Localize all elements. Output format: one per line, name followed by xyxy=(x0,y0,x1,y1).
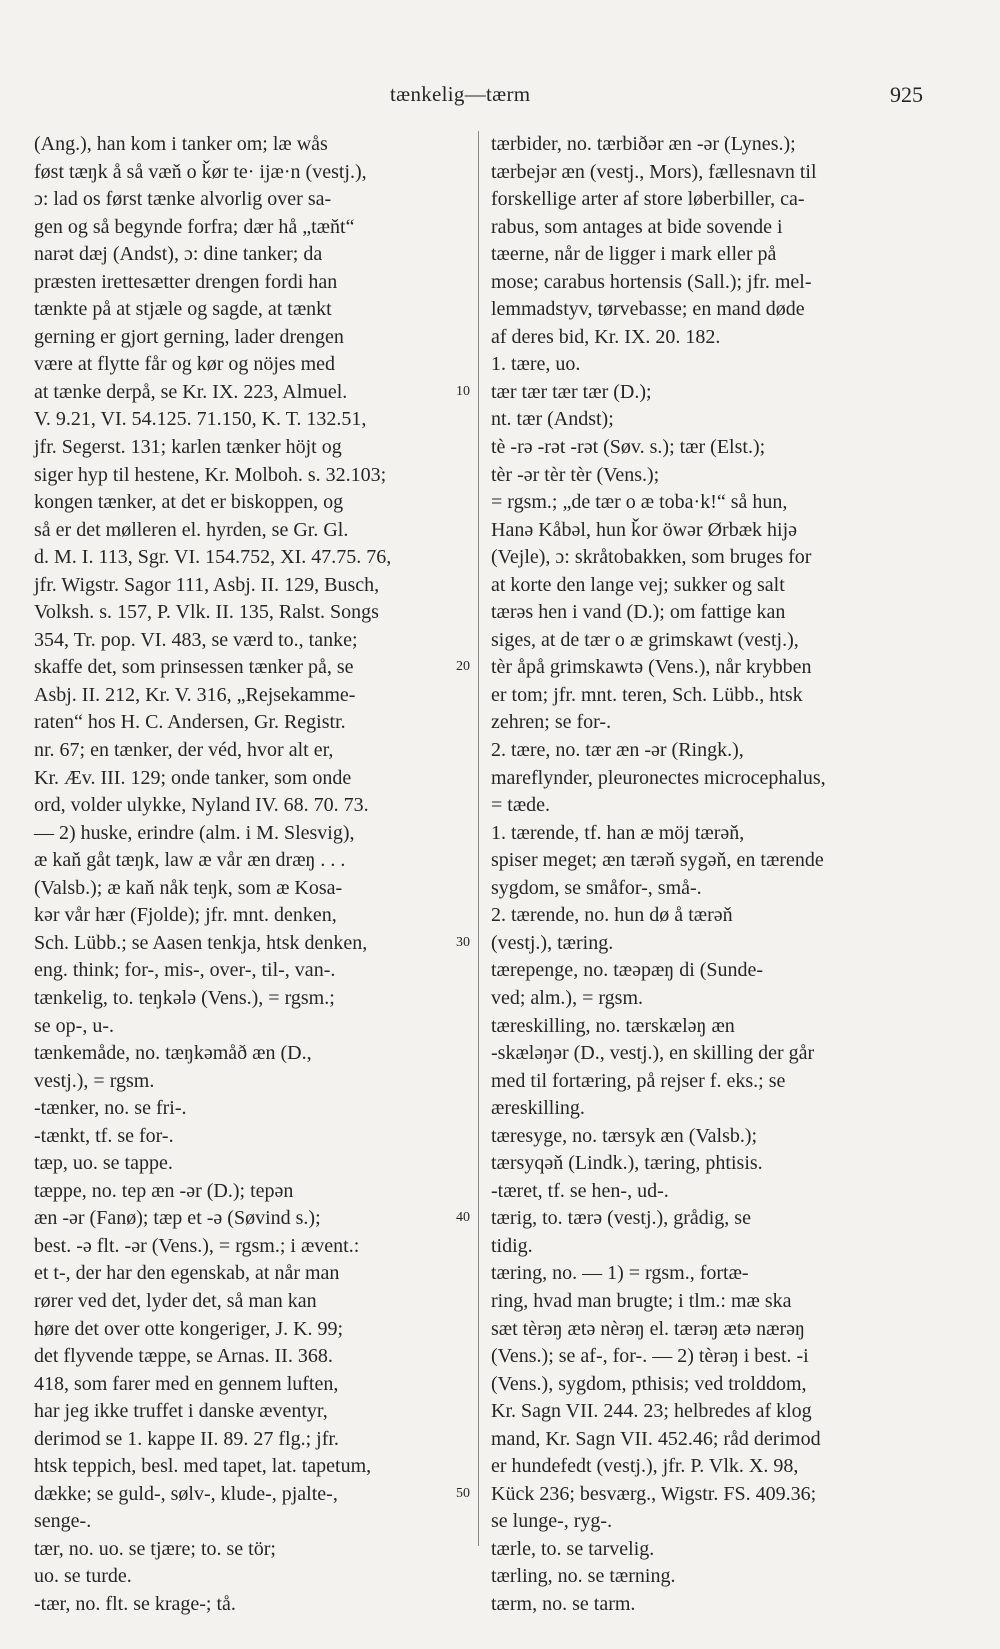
page-header xyxy=(0,82,1000,112)
text-line: (Ang.), han kom i tanker om; læ wås xyxy=(34,133,328,155)
text-line: jfr. Wigstr. Sagor 111, Asbj. II. 129, Busch, xyxy=(34,573,380,596)
text-line: 418, som farer med en gennem luften, xyxy=(34,1372,339,1395)
text-line: ved; alm.), = rgsm. xyxy=(491,986,644,1009)
text-line: = rgsm.; „de tær o æ toba·k!“ så hun, xyxy=(491,491,788,514)
text-line: tærbider, no. tærbiðər æn -ər (Lynes.); xyxy=(491,133,796,155)
text-line: -tæret, tf. se hen-, ud-. xyxy=(491,1179,669,1202)
text-line: ɔ: lad os først tænke alvorlig over sa- xyxy=(34,188,332,211)
text-line: -tær, no. flt. se krage-; tå. xyxy=(34,1592,236,1615)
text-line: (Vens.); se af-, for-. — 2) tèrəŋ i best. -i xyxy=(491,1345,809,1368)
text-line: æ kaň gåt tæŋk, law æ vår æn dræŋ . . . xyxy=(34,849,346,872)
text-line: zehren; se for-. xyxy=(491,711,612,734)
text-line: at korte den lange vej; sukker og salt xyxy=(491,573,785,596)
text-line: (Vejle), ɔ: skråtobakken, som bruges for xyxy=(491,546,812,569)
text-line: tæresyge, no. tærsyk æn (Valsb.); xyxy=(491,1124,758,1147)
text-line: -skæləŋər (D., vestj.), en skilling der går xyxy=(491,1042,815,1065)
text-line: tærle, to. se tarvelig. xyxy=(491,1537,655,1560)
text-line: kongen tænker, at det er biskoppen, og xyxy=(34,491,344,514)
text-line: mose; carabus hortensis (Sall.); jfr. mel- xyxy=(491,270,812,293)
text-line: Volksh. s. 157, P. Vlk. II. 135, Ralst. Songs xyxy=(34,601,379,624)
text-line: narət dæj (Andst), ɔ: dine tanker; da xyxy=(34,243,323,266)
text-line: tèr -ər tèr tèr (Vens.); xyxy=(491,463,660,486)
text-line: (Vens.), sygdom, pthisis; ved trolddom, xyxy=(491,1372,807,1395)
text-line: vestj.), = rgsm. xyxy=(34,1069,155,1092)
text-line: htsk teppich, besl. med tapet, lat. tapetum, xyxy=(34,1455,372,1478)
text-line: så er det mølleren el. hyrden, se Gr. Gl. xyxy=(34,518,349,541)
text-line: 1. tære, uo. xyxy=(491,353,581,376)
text-line: V. 9.21, VI. 54.125. 71.150, K. T. 132.51, xyxy=(34,408,367,431)
text-line: tèr åpå grimskawtə (Vens.), når krybben xyxy=(491,656,812,679)
text-line: tærling, no. se tærning. xyxy=(491,1565,676,1588)
text-line: at tænke derpå, se Kr. IX. 223, Almuel. xyxy=(34,380,348,403)
text-line: se lunge-, ryg-. xyxy=(491,1510,613,1533)
text-line: rører ved det, lyder det, så man kan xyxy=(34,1289,317,1312)
text-line: æreskilling. xyxy=(491,1097,585,1120)
text-line: jfr. Segerst. 131; karlen tænker höjt og xyxy=(34,436,342,459)
text-line: senge-. xyxy=(34,1510,92,1533)
text-line: tæppe, no. tep æn -ər (D.); tepən xyxy=(34,1179,294,1202)
right-column xyxy=(491,131,929,1619)
text-line: 1. tærende, tf. han æ möj tærəň, xyxy=(491,821,745,844)
text-line: — 2) huske, erindre (alm. i M. Slesvig), xyxy=(34,821,355,844)
text-line: gen og så begynde forfra; dær hå „tæňt“ xyxy=(34,215,355,238)
text-line: med til fortæring, på rejser f. eks.; se xyxy=(491,1069,786,1092)
text-line: Kück 236; besværg., Wigstr. FS. 409.36; xyxy=(491,1482,817,1505)
line-number: 20 xyxy=(456,659,470,675)
text-line: derimod se 1. kappe II. 89. 27 flg.; jfr. xyxy=(34,1427,339,1450)
text-line: d. M. I. 113, Sgr. VI. 154.752, XI. 47.75. 76, xyxy=(34,546,392,569)
text-line: af deres bid, Kr. IX. 20. 182. xyxy=(491,325,721,348)
text-line: tænkemåde, no. tæŋkəmåð æn (D., xyxy=(34,1042,312,1065)
text-line: 2. tære, no. tær æn -ər (Ringk.), xyxy=(491,739,744,762)
running-title: tænkelig—tærm xyxy=(390,82,531,106)
text-line: tærsyqəň (Lindk.), tæring, phtisis. xyxy=(491,1152,763,1175)
line-number: 30 xyxy=(456,934,470,950)
text-line: 2. tærende, no. hun dø å tærəň xyxy=(491,904,733,927)
text-line: siger hyp til hestene, Kr. Molboh. s. 32.103; xyxy=(34,463,387,486)
text-line: best. -ə flt. -ər (Vens.), = rgsm.; i ævent.: xyxy=(34,1234,360,1257)
text-line: -tænker, no. se fri-. xyxy=(34,1097,187,1120)
text-line: tærəs hen i vand (D.); om fattige kan xyxy=(491,601,786,624)
text-line: (Valsb.); æ kaň nåk teŋk, som æ Kosa- xyxy=(34,876,343,899)
text-line: -tænkt, tf. se for-. xyxy=(34,1124,174,1147)
text-line: 354, Tr. pop. VI. 483, se værd to., tanke; xyxy=(34,628,358,651)
text-line: mand, Kr. Sagn VII. 452.46; råd derimod xyxy=(491,1427,821,1450)
text-line: tæring, no. — 1) = rgsm., fortæ- xyxy=(491,1262,749,1285)
text-line: ord, volder ulykke, Nyland IV. 68. 70. 73. xyxy=(34,794,369,817)
text-line: forskellige arter af store løberbiller, ca- xyxy=(491,188,805,211)
text-line: har jeg ikke truffet i danske æventyr, xyxy=(34,1400,328,1423)
text-line: nr. 67; en tænker, der véd, hvor alt er, xyxy=(34,739,334,762)
line-number: 40 xyxy=(456,1210,470,1226)
text-line: se op-, u-. xyxy=(34,1014,114,1037)
text-line: spiser meget; æn tærəň sygəň, en tærende xyxy=(491,849,824,872)
text-line: kər vår hær (Fjolde); jfr. mnt. denken, xyxy=(34,904,337,927)
text-line: (vestj.), tæring. xyxy=(491,931,614,954)
text-line: Kr. Sagn VII. 244. 23; helbredes af klog xyxy=(491,1400,812,1423)
text-line: høre det over otte kongeriger, J. K. 99; xyxy=(34,1317,344,1340)
text-line: tænkte på at stjæle og sagde, at tænkt xyxy=(34,298,332,321)
text-line: præsten irettesætter drengen fordi han xyxy=(34,270,338,293)
page-number: 925 xyxy=(890,82,923,107)
text-line: Asbj. II. 212, Kr. V. 316, „Rejsekamme- xyxy=(34,683,356,706)
left-column xyxy=(34,131,474,1619)
text-line: tè -rə -rət -rət (Søv. s.); tær (Elst.); xyxy=(491,436,766,459)
text-line: det flyvende tæppe, se Arnas. II. 368. xyxy=(34,1345,333,1368)
text-line: siges, at de tær o æ grimskawt (vestj.), xyxy=(491,628,799,651)
text-line: skaffe det, som prinsessen tænker på, se xyxy=(34,656,354,679)
text-line: er hundefedt (vestj.), jfr. P. Vlk. X. 98, xyxy=(491,1455,799,1478)
text-line: er tom; jfr. mnt. teren, Sch. Lübb., htsk xyxy=(491,683,803,706)
text-line: mareflynder, pleuronectes microcephalus, xyxy=(491,766,826,789)
column-divider xyxy=(478,131,479,1546)
text-line: tæp, uo. se tappe. xyxy=(34,1152,173,1175)
text-line: æn -ər (Fanø); tæp et -ə (Søvind s.); xyxy=(34,1207,321,1230)
text-line: et t-, der har den egenskab, at når man xyxy=(34,1262,340,1285)
text-line: nt. tær (Andst); xyxy=(491,408,614,431)
line-number: 50 xyxy=(456,1485,470,1501)
line-number: 10 xyxy=(456,383,470,399)
text-line: tæerne, når de ligger i mark eller på xyxy=(491,243,777,266)
text-line: Kr. Æv. III. 129; onde tanker, som onde xyxy=(34,766,352,789)
text-line: tærbejər æn (vestj., Mors), fællesnavn til xyxy=(491,160,817,183)
text-line: sæt tèrəŋ ætə nèrəŋ el. tærəŋ ætə nærəŋ xyxy=(491,1317,805,1340)
text-line: ring, hvad man brugte; i tlm.: mæ ska xyxy=(491,1289,792,1312)
text-line: være at flytte får og kør og nöjes med xyxy=(34,353,336,376)
text-line: tærig, to. tærə (vestj.), grådig, se xyxy=(491,1207,751,1230)
text-line: tidig. xyxy=(491,1234,533,1257)
text-line: tænkelig, to. teŋkələ (Vens.), = rgsm.; xyxy=(34,986,335,1009)
text-line: gerning er gjort gerning, lader drengen xyxy=(34,325,344,348)
text-line: rabus, som antages at bide sovende i xyxy=(491,215,783,238)
text-line: = tæde. xyxy=(491,794,551,817)
text-line: tæreskilling, no. tærskæləŋ æn xyxy=(491,1014,735,1037)
text-line: lemmadstyv, tørvebasse; en mand døde xyxy=(491,298,805,321)
text-line: dække; se guld-, sølv-, klude-, pjalte-, xyxy=(34,1482,338,1505)
text-line: føst tæŋk å så væň o ǩør te· ijæ·n (vestj.), xyxy=(34,160,367,183)
text-line: tær, no. uo. se tjære; to. se tör; xyxy=(34,1537,276,1560)
text-line: tærm, no. se tarm. xyxy=(491,1592,636,1615)
text-line: tær tær tær tær (D.); xyxy=(491,380,652,403)
text-line: sygdom, se småfor-, små-. xyxy=(491,876,702,899)
text-line: Hanə Kåbəl, hun ǩor öwər Ørbæk hijə xyxy=(491,518,798,541)
text-line: tærepenge, no. tæəpæŋ di (Sunde- xyxy=(491,959,764,982)
text-line: Sch. Lübb.; se Aasen tenkja, htsk denken, xyxy=(34,931,368,954)
text-line: raten“ hos H. C. Andersen, Gr. Registr. xyxy=(34,711,346,734)
text-line: uo. se turde. xyxy=(34,1565,132,1588)
text-line: eng. think; for-, mis-, over-, til-, van-. xyxy=(34,959,336,982)
